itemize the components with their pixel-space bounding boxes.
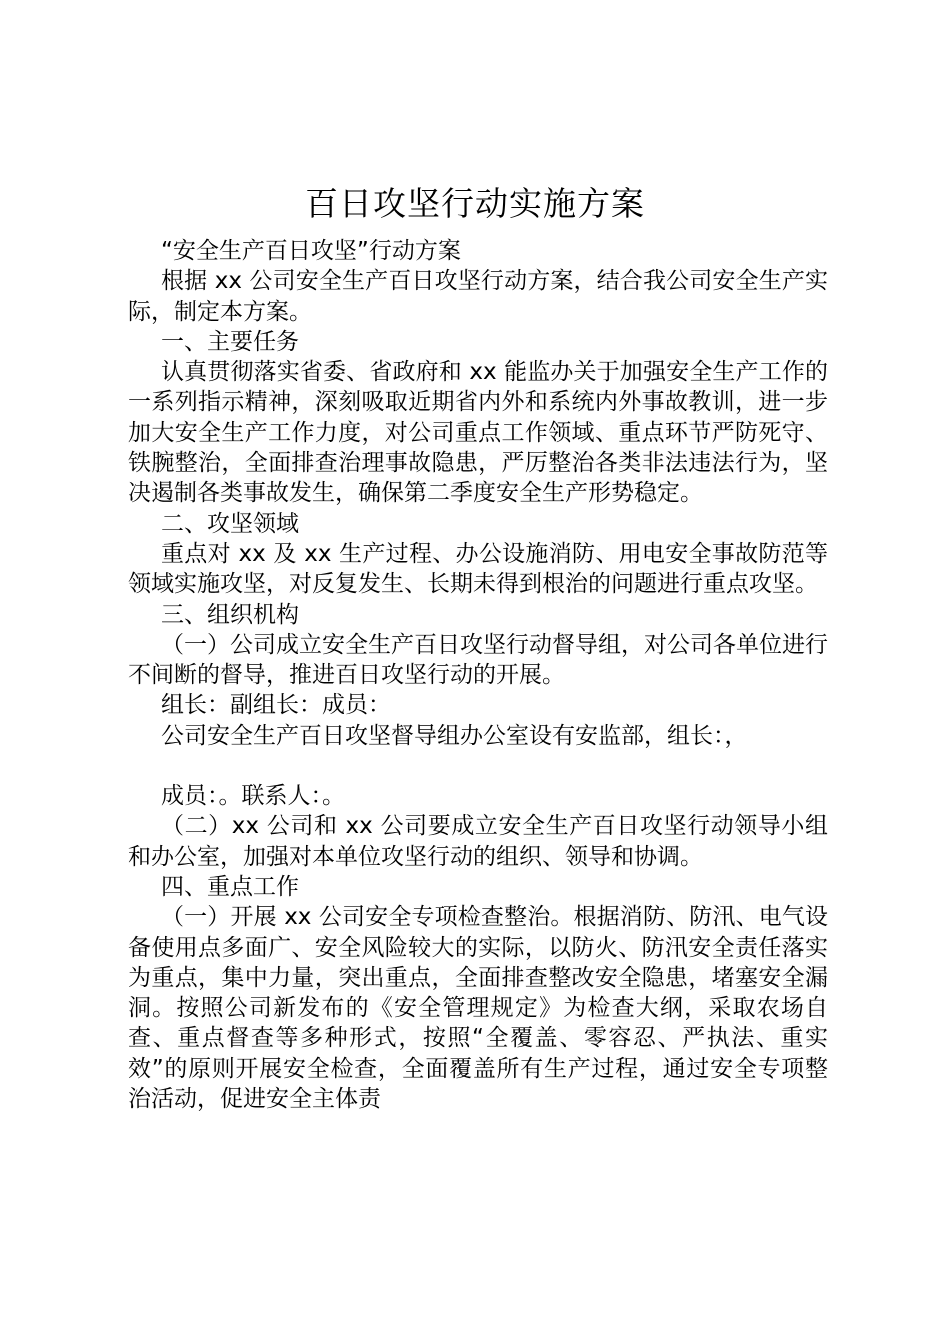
- organization-paragraph-1: （一）公司成立安全生产百日攻坚行动督导组，对公司各单位进行不间断的督导，推进百日攻坚行动的开展。: [128, 631, 828, 689]
- organization-paragraph-2: （二）xx 公司和 xx 公司要成立安全生产百日攻坚行动领导小组和办公室，加强对本单位攻坚行动的组织、领导和协调。: [128, 813, 828, 870]
- section-heading-key-work: 四、重点工作: [161, 873, 299, 900]
- subtitle-paragraph: “安全生产百日攻坚”行动方案: [161, 238, 461, 264]
- intro-paragraph: 根据 xx 公司安全生产百日攻坚行动方案，结合我公司安全生产实际，制定本方案。: [128, 268, 828, 325]
- section-heading-focus-areas: 二、攻坚领域: [161, 510, 299, 537]
- main-tasks-paragraph: 认真贯彻落实省委、省政府和 xx 能监办关于加强安全生产工作的一系列指示精神，深刻吸取近期省内外和系统内外事故教训，进一步加大安全生产工作力度，对公司重点工作领域、重点环节严防死守、铁腕整治，全面排查治理事故隐患，严厉整治各类非法违法行为，坚决遏制各类事故发生，确保第二季度安全生产形势稳定。: [128, 359, 828, 507]
- document-body: [128, 236, 828, 1114]
- document-title: 百日攻坚行动实施方案: [305, 184, 645, 223]
- section-heading-organization: 三、组织机构: [161, 601, 299, 628]
- leader-line: 组长：副组长：成员：: [161, 692, 391, 719]
- members-contact-line: 成员：。联系人：。: [161, 783, 345, 810]
- key-work-paragraph-1: （一）开展 xx 公司安全专项检查整治。根据消防、防汛、电气设备使用点多面广、安全风险较大的实际，以防火、防汛安全责任落实为重点，集中力量，突出重点，全面排查整改安全隐患，堵塞安全漏洞。按照公司新发布的《安全管理规定》为检查大纲，采取农场自查、重点督查等多种形式，按照“全覆盖、零容忍、严执法、重实效”的原则开展安全检查，全面覆盖所有生产过程，通过安全专项整治活动，促进安全主体责: [128, 904, 828, 1113]
- office-line: 公司安全生产百日攻坚督导组办公室设有安监部，组长：，: [161, 722, 748, 749]
- section-heading-main-tasks: 一、主要任务: [161, 328, 299, 355]
- focus-areas-paragraph: 重点对 xx 及 xx 生产过程、办公设施消防、用电安全事故防范等领域实施攻坚，对反复发生、长期未得到根治的问题进行重点攻坚。: [128, 540, 828, 598]
